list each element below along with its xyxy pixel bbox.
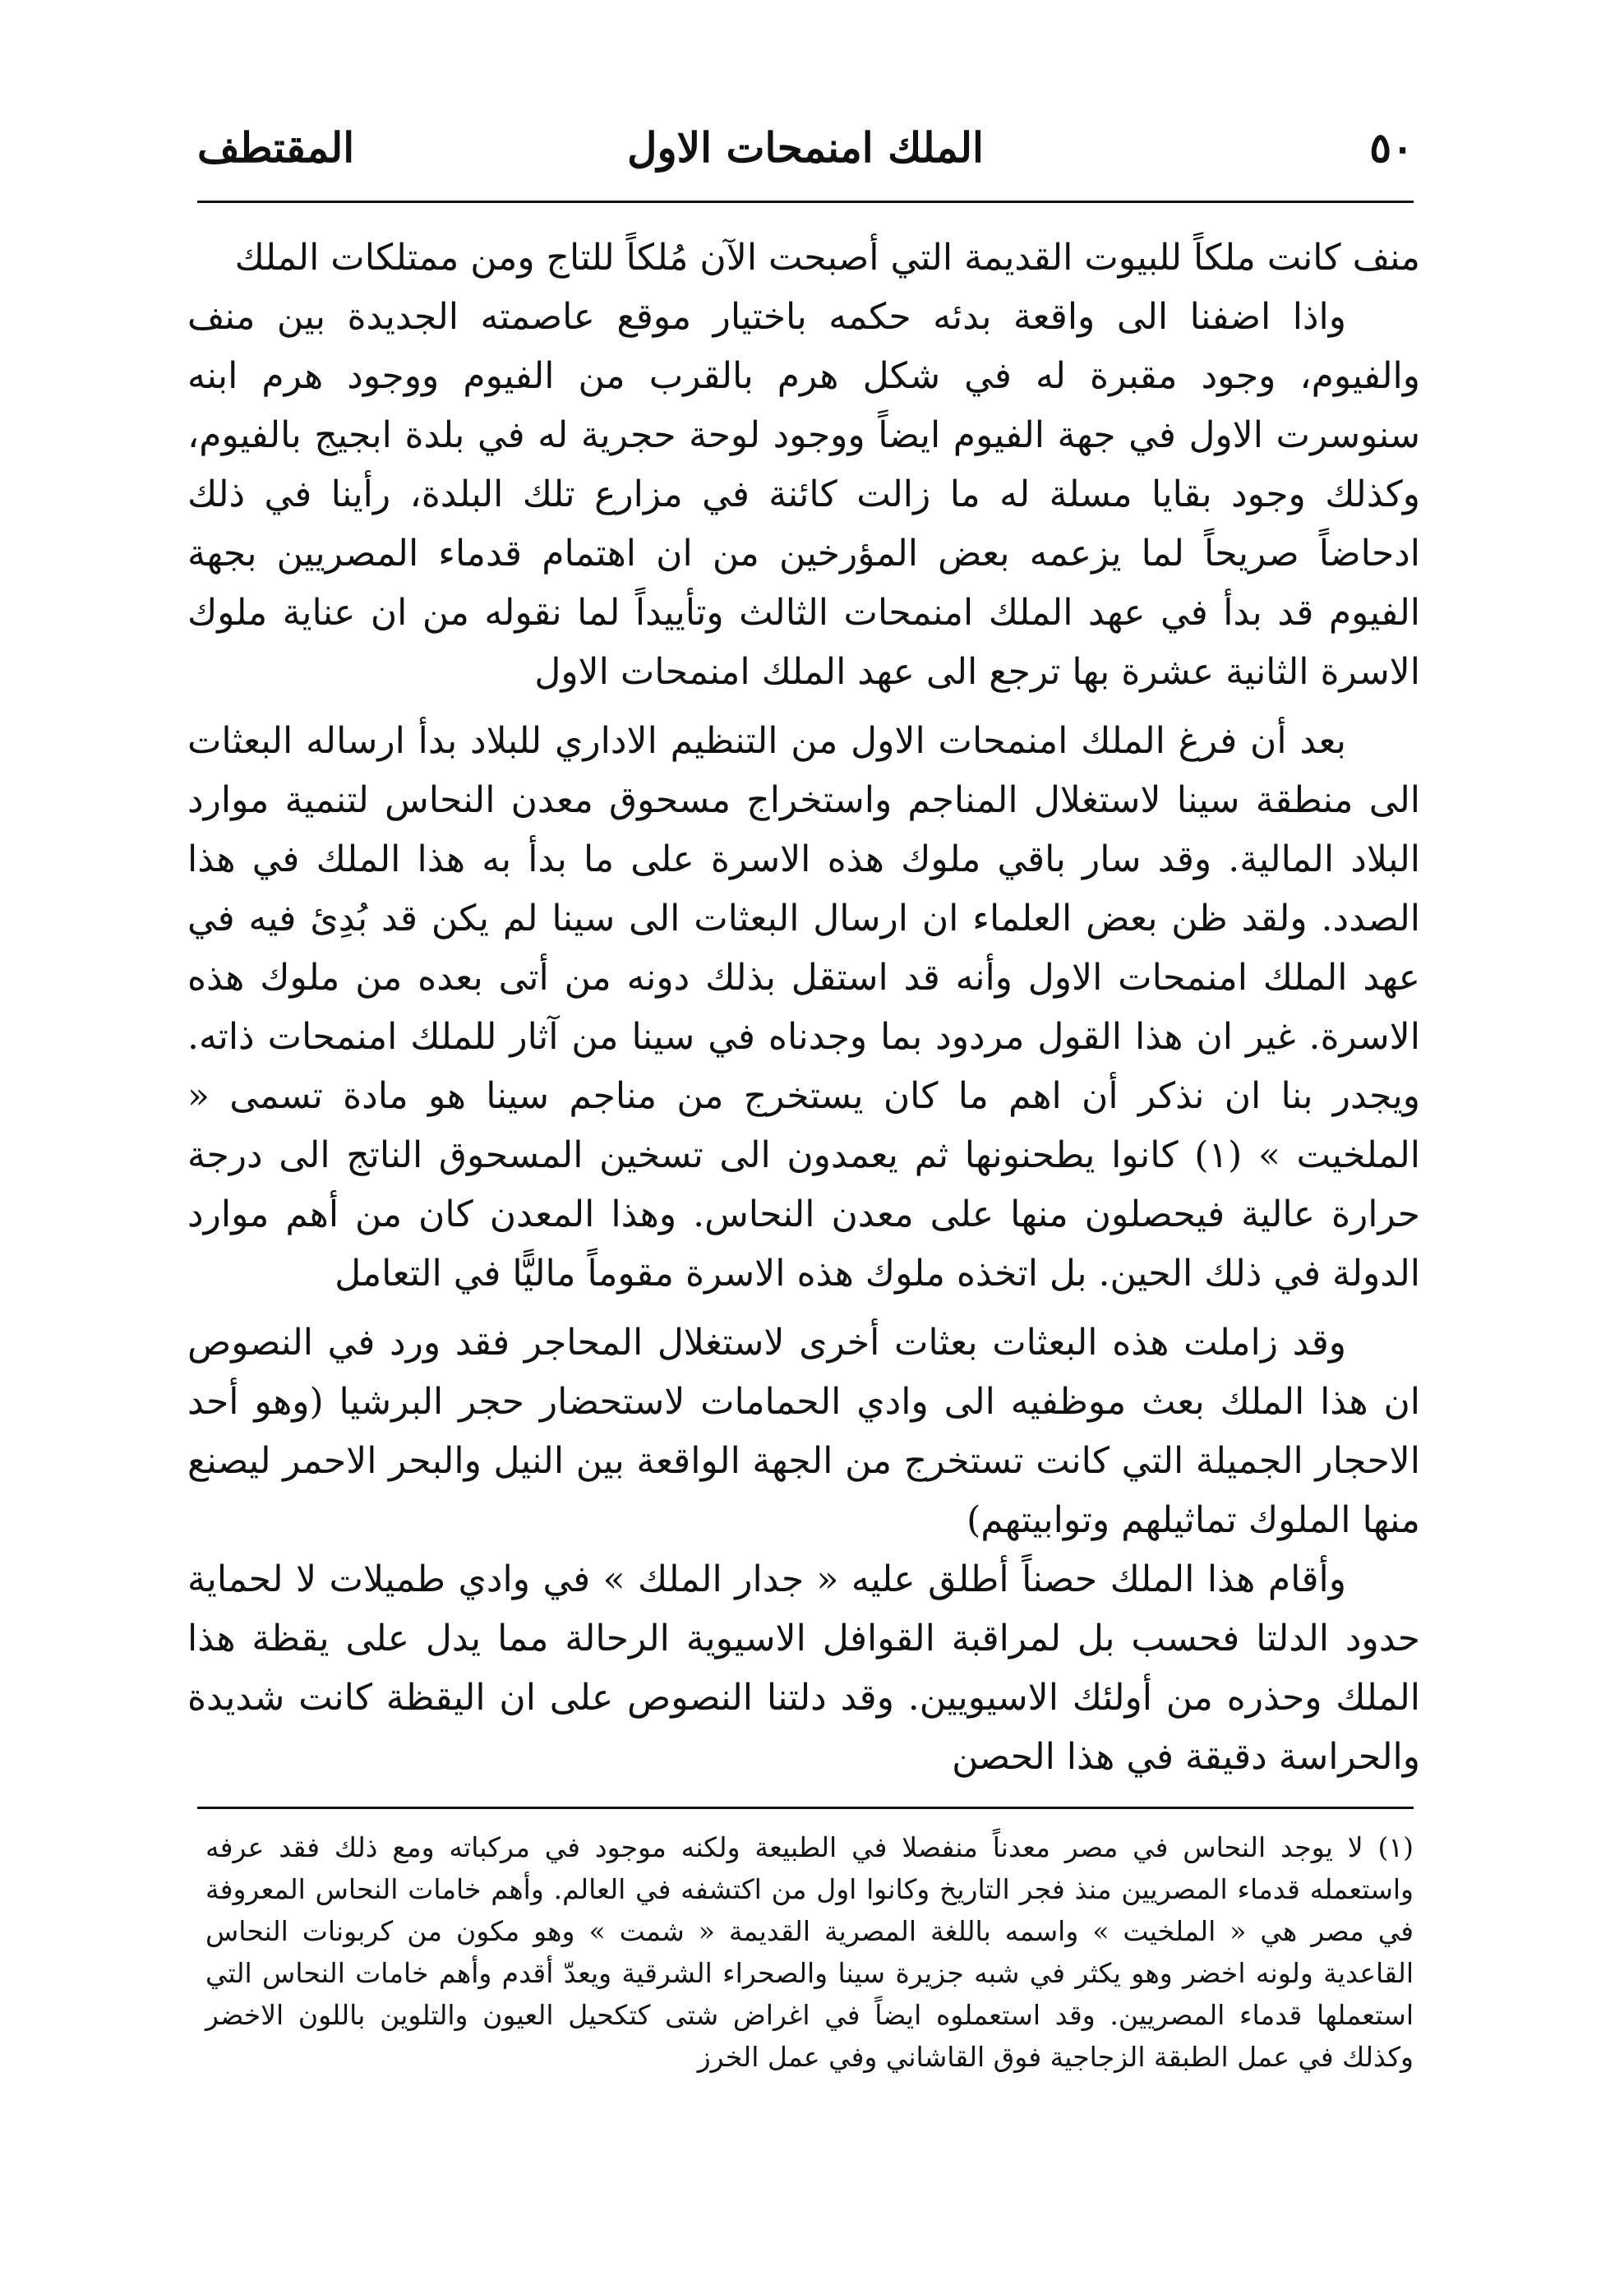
paragraph: وقد زاملت هذه البعثات بعثات أخرى لاستغلال المحاجر فقد ورد في النصوص ان هذا الملك بعث موظفيه الى وادي الحمامات لاستحضار حجر البرشيا (وهو أحد الاحجار الجميلة التي كانت تستخرج من الجهة الواقعة بين النيل والبحر الاحمر ليصنع منها الملوك تماثيلهم وتوابيتهم) [187, 1322, 1420, 1541]
journal-name: المقتطف [197, 123, 355, 172]
paragraph: وأقام هذا الملك حصناً أطلق عليه « جدار الملك » في وادي طميلات لا لحماية حدود الدلتا فحسب بل لمراقبة القوافل الاسيوية الرحالة مما يدل على يقظة هذا الملك وحذره من أولئك الاسيويين. وقد دلتنا النصوص على ان اليقظة كانت شديدة والحراسة دقيقة في هذا الحصن [187, 1558, 1420, 1778]
footnote: (١) لا يوجد النحاس في مصر معدناً منفصلا في الطبيعة ولكنه موجود في مركباته ومع ذلك فقد عرفه واستعمله قدماء المصريين منذ فجر التاريخ وكانوا اول من اكتشفه في العالم. وأهم خامات النحاس المعروفة في مصر هي « الملخيت » واسمه باللغة المصرية القديمة « شمت » وهو مكون من كربونات النحاس القاعدية ولونه اخضر وهو يكثر في شبه جزيرة سينا والصحراء الشرقية ويعدّ أقدم وأهم خامات النحاس التي استعملها قدماء المصريين. وقد استعملوه ايضاً في اغراض شتى كتكحيل العيون والتلوين باللون الاخضر وكذلك في عمل الطبقة الزجاجية فوق القاشاني وفي عمل الخرز [205, 1831, 1414, 2073]
body-text [187, 228, 1420, 1787]
page-number: ٥٠ [1369, 123, 1414, 172]
chapter-title: الملك امنمحات الاول [627, 123, 984, 172]
paragraph: واذا اضفنا الى واقعة بدئه حكمه باختيار موقع عاصمته الجديدة بين منف والفيوم، وجود مقبرة له في شكل هرم بالقرب من الفيوم ووجود هرم ابنه سنوسرت الاول في جهة الفيوم ايضاً ووجود لوحة حجرية له في بلدة ابجيج بالفيوم، وكذلك وجود بقايا مسلة له ما زالت كائنة في مزارع تلك البلدة، رأينا في ذلك ادحاضاً صريحاً لما يزعمه بعض المؤرخين من ان اهتمام قدماء المصريين بجهة الفيوم قد بدأ في عهد الملك امنمحات الثالث وتأييداً لما نقوله من ان عناية ملوك الاسرة الثانية عشرة بها ترجع الى عهد الملك امنمحات الاول [187, 296, 1421, 693]
paragraph: بعد أن فرغ الملك امنمحات الاول من التنظيم الاداري للبلاد بدأ ارساله البعثات الى منطقة سينا لاستغلال المناجم واستخراج مسحوق معدن النحاس لتنمية موارد البلاد المالية. وقد سار باقي ملوك هذه الاسرة على ما بدأ به هذا الملك في هذا الصدد. ولقد ظن بعض العلماء ان ارسال البعثات الى سينا لم يكن قد بُدِئ فيه في عهد الملك امنمحات الاول وأنه قد استقل بذلك دونه من أتى بعده من ملوك هذه الاسرة. غير ان هذا القول مردود بما وجدناه في سينا من آثار للملك امنمحات ذاته. ويجدر بنا ان نذكر أن اهم ما كان يستخرج من مناجم سينا هو مادة تسمى « الملخيت » (١) كانوا يطحنونها ثم يعمدون الى تسخين المسحوق الناتج الى درجة حرارة عالية فيحصلون منها على معدن النحاس. وهذا المعدن كان من أهم موارد الدولة في ذلك الحين. بل اتخذه ملوك هذه الاسرة مقوماً ماليًّا في التعامل [187, 720, 1420, 1295]
running-head [197, 115, 1414, 181]
footnote-divider [197, 1807, 1414, 1809]
paragraph: منف كانت ملكاً للبيوت القديمة التي أصبحت الآن مُلكاً للتاج ومن ممتلكات الملك [234, 237, 1420, 279]
header-divider [197, 201, 1414, 203]
